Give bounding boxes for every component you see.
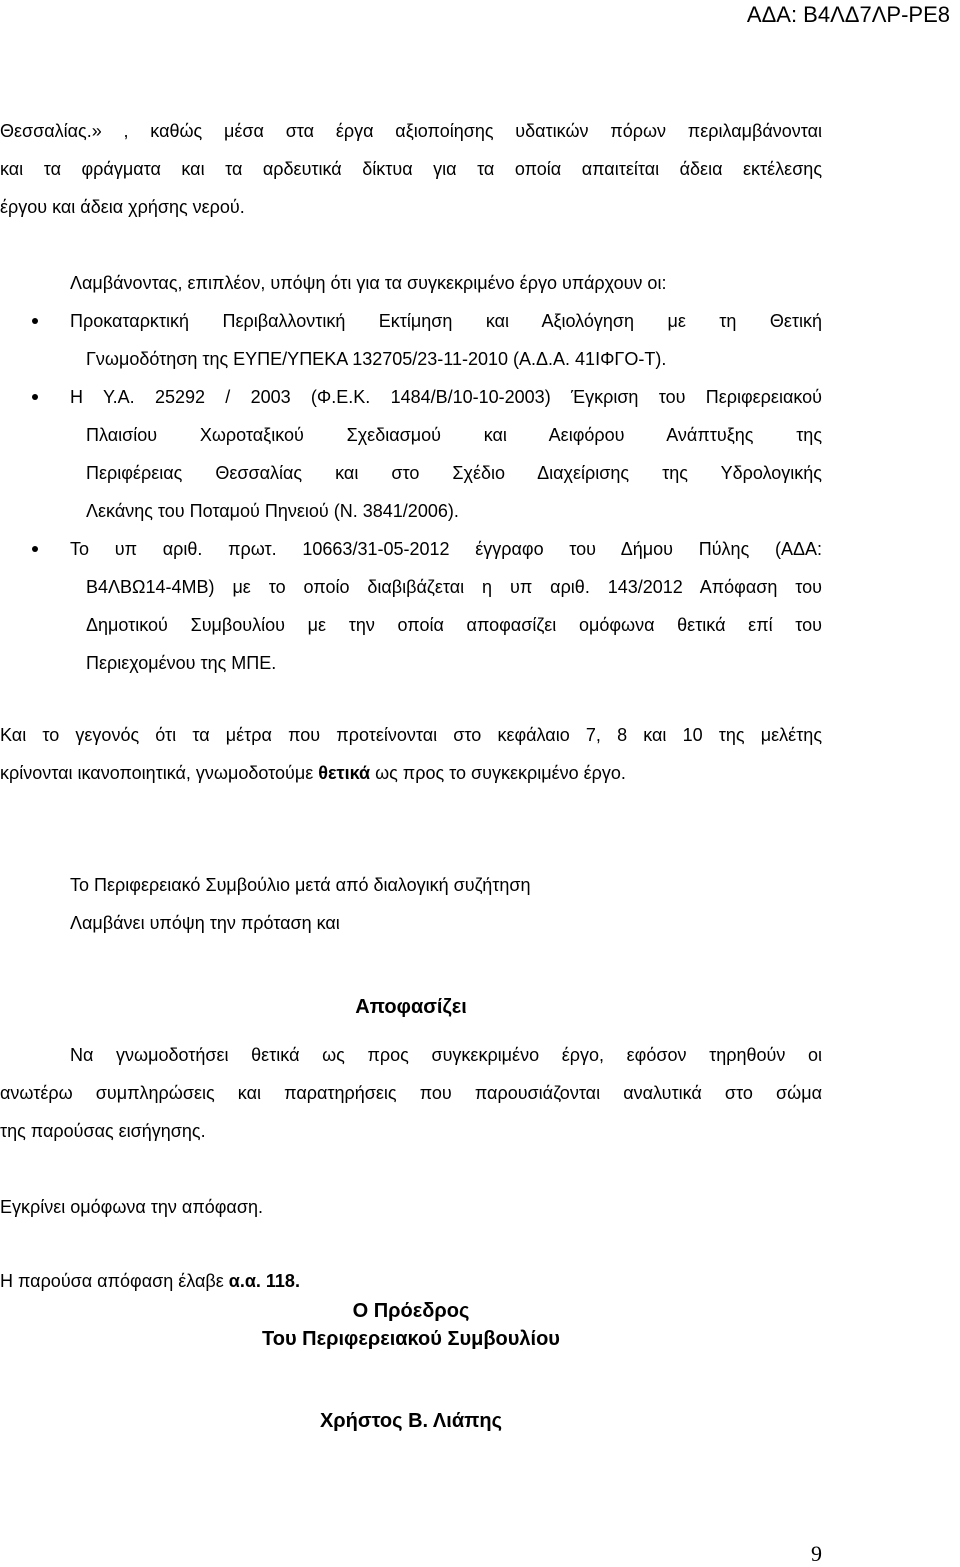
bullet-line: Πλαισίου Χωροταξικού Σχεδιασμού και Αειφόρου Ανάπτυξης της — [86, 425, 822, 445]
bullet-icon — [32, 394, 38, 400]
bullet-line: Γνωμοδότηση της ΕΥΠΕ/ΥΠΕΚΑ 132705/23-11-2010 (Α.Δ.Α. 41ΙΦΓΟ-Τ). — [86, 349, 667, 369]
bullet-line: Β4ΛΒΩ14-4ΜΒ) με το οποίο διαβιβάζεται η υπ αριθ. 143/2012 Απόφαση του — [86, 577, 822, 597]
conclusion-line — [0, 754, 822, 792]
conclusion-line: Και το γεγονός ότι τα μέτρα που προτείνονται στο κεφάλαιο 7, 8 και 10 της μελέτης — [0, 725, 822, 745]
bullet-line: Λεκάνης του Ποταμού Πηνειού (Ν. 3841/2006). — [86, 501, 459, 521]
decision-number-value: α.α. 118. — [228, 1271, 300, 1291]
decision-line: ανωτέρω συμπληρώσεις και παρατηρήσεις που παρουσιάζονται αναλυτικά στο σώμα — [0, 1083, 822, 1103]
approval-text: Εγκρίνει ομόφωνα την απόφαση. — [0, 1197, 263, 1217]
conclusion-bold: θετικά — [318, 763, 371, 783]
signature-name: Χρήστος Β. Λιάπης — [319, 1410, 503, 1432]
bullet-icon — [32, 546, 38, 552]
bullet-line: Προκαταρκτική Περιβαλλοντική Εκτίμηση και Αξιολόγηση με τη Θετική — [70, 311, 822, 331]
paragraph-line: και τα φράγματα και τα αρδευτικά δίκτυα για τα οποία απαιτείται άδεια εκτέλεσης — [0, 159, 822, 179]
conclusion-text: ως προς το συγκεκριμένο έργο. — [370, 763, 626, 783]
decision-line: Να γνωμοδοτήσει θετικά ως προς συγκεκριμένο έργο, εφόσον τηρηθούν οι — [70, 1045, 822, 1065]
decision-number-prefix: Η παρούσα απόφαση έλαβε — [0, 1271, 229, 1291]
paragraph-line: Θεσσαλίας.» , καθώς μέσα στα έργα αξιοποίησης υδατικών πόρων περιλαμβάνονται — [0, 121, 822, 141]
decision-number — [0, 1262, 822, 1300]
ada-code: ΑΔΑ: Β4ΛΔ7ΛΡ-ΡΕ8 — [746, 2, 950, 27]
signature-title: Ο Πρόεδρος — [352, 1300, 470, 1322]
bullet-line: Περιφέρειας Θεσσαλίας και στο Σχέδιο Διαχείρισης της Υδρολογικής — [86, 463, 822, 483]
bullet-line: Το υπ αριθ. πρωτ. 10663/31-05-2012 έγγραφο του Δήμου Πύλης (ΑΔΑ: — [70, 539, 822, 559]
council-line: Λαμβάνει υπόψη την πρόταση και — [70, 913, 340, 933]
bullet-line: Δημοτικού Συμβουλίου με την οποία αποφασίζει ομόφωνα θετικά επί του — [86, 615, 822, 635]
signature-title: Του Περιφερειακού Συμβουλίου — [262, 1328, 560, 1350]
bullet-line: Περιεχομένου της ΜΠΕ. — [86, 653, 277, 673]
decision-heading: Αποφασίζει — [355, 996, 467, 1018]
conclusion-text: κρίνονται ικανοποιητικά, γνωμοδοτούμε — [0, 763, 319, 783]
paragraph-intro: Λαμβάνοντας, επιπλέον, υπόψη ότι για τα συγκεκριμένο έργο υπάρχουν οι: — [70, 273, 667, 293]
decision-line: της παρούσας εισήγησης. — [0, 1121, 206, 1141]
bullet-icon — [32, 318, 38, 324]
page-number: 9 — [811, 1541, 822, 1566]
council-line: Το Περιφερειακό Συμβούλιο μετά από διαλογική συζήτηση — [70, 875, 531, 895]
bullet-line: Η Υ.Α. 25292 / 2003 (Φ.Ε.Κ. 1484/Β/10-10-2003) Έγκριση του Περιφερειακού — [70, 387, 822, 407]
paragraph-line: έργου και άδεια χρήσης νερού. — [0, 197, 245, 217]
